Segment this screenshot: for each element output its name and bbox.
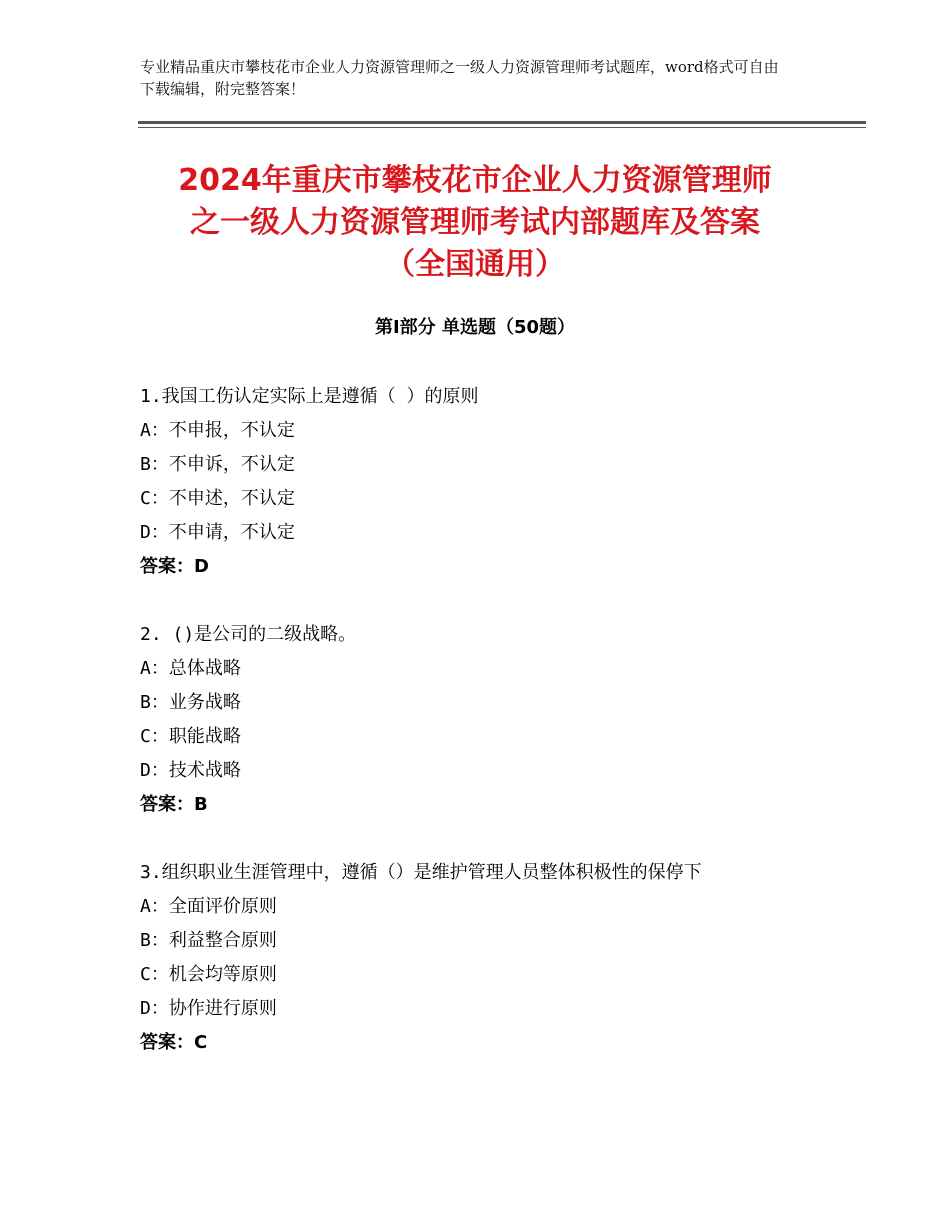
option-a: A：不申报，不认定 bbox=[140, 420, 295, 441]
option-b: B：利益整合原则 bbox=[140, 930, 277, 951]
option-b: B：不申诉，不认定 bbox=[140, 454, 295, 475]
option-b: B：业务战略 bbox=[140, 692, 241, 713]
option-c: C：职能战略 bbox=[140, 726, 241, 747]
option-c: C：机会均等原则 bbox=[140, 964, 277, 985]
question-stem: 1.我国工伤认定实际上是遵循（ ）的原则 bbox=[140, 386, 479, 407]
header-note: 专业精品重庆市攀枝花市企业人力资源管理师之一级人力资源管理师考试题库，word格式可自由下载编辑，附完整答案！ bbox=[140, 58, 779, 98]
option-a: A：总体战略 bbox=[140, 658, 241, 679]
option-a: A：全面评价原则 bbox=[140, 896, 277, 917]
option-c: C：不申述，不认定 bbox=[140, 488, 295, 509]
option-d: D：协作进行原则 bbox=[140, 998, 277, 1019]
question-item bbox=[140, 856, 800, 1060]
option-d: D：不申请，不认定 bbox=[140, 522, 295, 543]
question-item bbox=[140, 618, 800, 822]
answer-line: 答案：C bbox=[140, 1032, 208, 1053]
title-line: （全国通用） bbox=[385, 247, 565, 282]
answer-line: 答案：D bbox=[140, 556, 209, 577]
document-title bbox=[110, 160, 840, 286]
header-divider-thin bbox=[138, 127, 866, 128]
question-item bbox=[140, 380, 800, 584]
question-stem: 2. ()是公司的二级战略。 bbox=[140, 624, 357, 645]
section-title: 第Ⅰ部分 单选题（50题） bbox=[374, 317, 575, 338]
title-line: 之一级人力资源管理师考试内部题库及答案 bbox=[190, 205, 760, 240]
answer-line: 答案：B bbox=[140, 794, 208, 815]
title-line: 2024年重庆市攀枝花市企业人力资源管理师 bbox=[178, 163, 772, 198]
question-list bbox=[140, 380, 800, 1094]
question-stem: 3.组织职业生涯管理中，遵循（）是维护管理人员整体积极性的保停下 bbox=[140, 862, 702, 883]
header-divider-thick bbox=[138, 121, 866, 124]
option-d: D：技术战略 bbox=[140, 760, 241, 781]
